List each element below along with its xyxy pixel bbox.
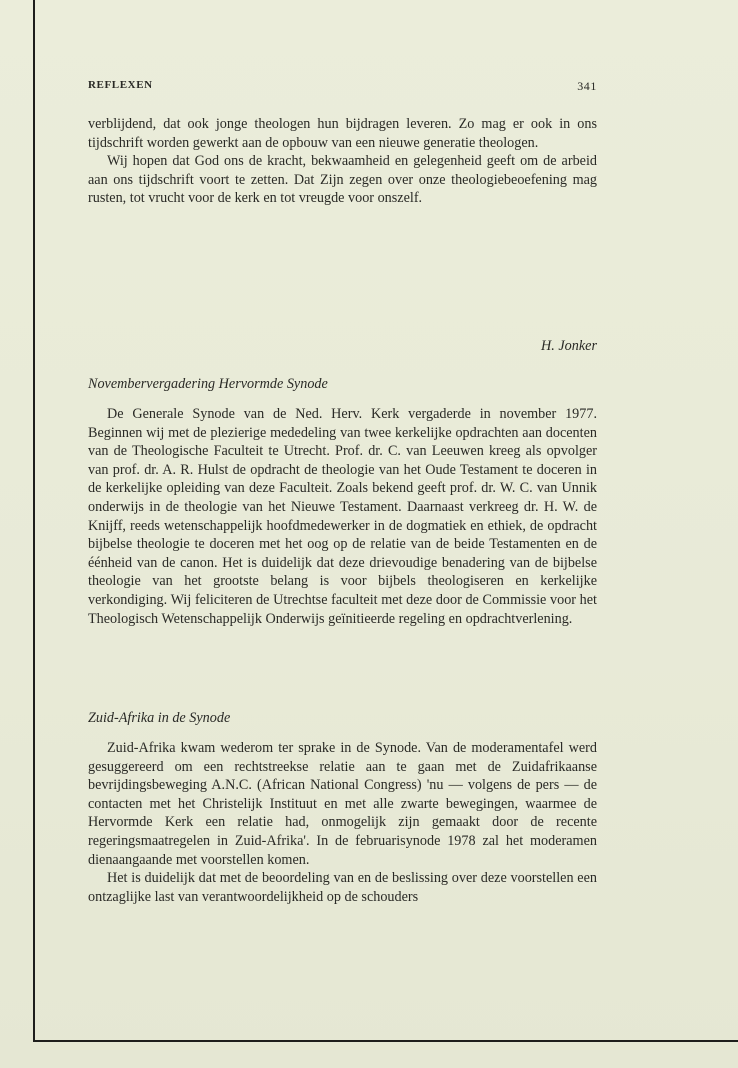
paragraph: Zuid-Afrika kwam wederom ter sprake in de Synode. Van de moderamentafel werd gesuggereerd om een rechtstreekse relatie aan te gaan met de Zuidafrikaanse bevrijdingsbeweging A.N.C. (African National Congress) 'nu — volgens de pers — de contacten met het Christelijk Instituut en met alle zwarte bewegingen, waarmee de Hervormde Kerk een relatie had, onmogelijk zijn gemaakt door de recente regeringsmaatregelen in Zuid-Afrika'. In de februarisynode 1978 zal het moderamen dienaangaande met voorstellen komen.: [88, 740, 597, 868]
running-head-title: REFLEXEN: [88, 79, 153, 91]
section-heading: Zuid-Afrika in de Synode: [88, 710, 231, 726]
section-2-body: [88, 405, 597, 628]
section-heading: Novembervergadering Hervormde Synode: [88, 376, 328, 392]
page-number: 341: [577, 79, 597, 93]
section-3-body: [88, 739, 597, 906]
scan-border-bottom: [33, 1040, 738, 1042]
scan-border-left: [33, 0, 35, 1042]
paragraph: De Generale Synode van de Ned. Herv. Kerk vergaderde in november 1977. Beginnen wij met de plezierige mededeling van twee kerkelijke opdrachten aan docenten van de Theologische Faculteit te Utrecht. Prof. dr. C. van Leeuwen kreeg als opvolger van prof. dr. A. R. Hulst de opdracht de theologie van het Oude Testament te doceren in de kerkelijke opleiding van deze Faculteit. Zoals bekend geeft prof. dr. W. C. van Unnik onderwijs in de theologie van het Nieuwe Testament. Daarnaast verkreeg dr. H. W. de Knijff, reeds wetenschappelijk hoofdmedewerker in de dogmatiek en ethiek, de opdracht bijbelse theologie te doceren met het oog op de relatie van de beide Testamenten en de éénheid van de canon. Het is duidelijk dat deze drievoudige benadering van de bijbelse theologie van het grootste belang is voor bijbels theologiseren en kerkelijke verkondiging. Wij feliciteren de Utrechtse faculteit met deze door de Commissie voor het Theologisch Wetenschappelijk Onderwijs geïnitieerde regeling en opdrachtverlening.: [88, 406, 597, 627]
paragraph: Wij hopen dat God ons de kracht, bekwaamheid en gelegenheid geeft om de arbeid aan ons tijdschrift voort te zetten. Dat Zijn zegen over onze theologiebeoefening mag rusten, tot vrucht voor de kerk en tot vreugde voor onszelf.: [88, 153, 597, 207]
paragraph: Het is duidelijk dat met de beoordeling van en de beslissing over deze voorstellen een ontzaglijke last van verantwoordelijkheid op de schouders: [88, 870, 597, 905]
running-head: [88, 79, 597, 95]
paragraph: verblijdend, dat ook jonge theologen hun bijdragen leveren. Zo mag er ook in ons tijdschrift worden gewerkt aan de opbouw van een nieuwe generatie theologen.: [88, 116, 597, 151]
section-1-body: [88, 115, 597, 208]
author-signature: H. Jonker: [541, 338, 597, 354]
